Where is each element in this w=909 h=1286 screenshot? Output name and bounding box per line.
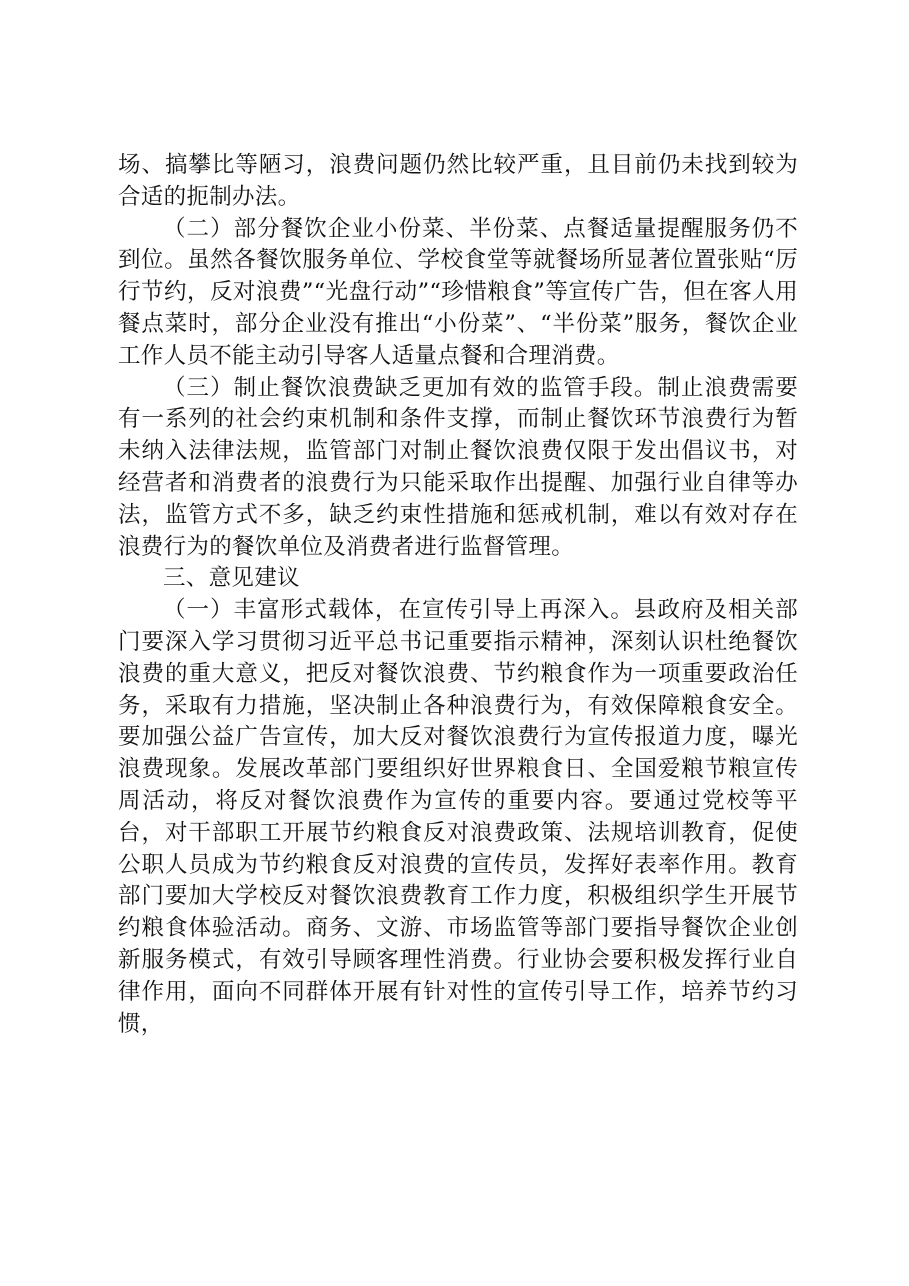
document-page <box>118 150 798 1040</box>
paragraph-section-3: （三）制止餐饮浪费缺乏更加有效的监管手段。制止浪费需要有一系列的社会约束机制和条件支撑，而制止餐饮环节浪费行为暂未纳入法律法规，监管部门对制止餐饮浪费仅限于发出倡议书，对经营者和消费者的浪费行为只能采取作出提醒、加强行业自律等办法，监管方式不多，缺乏约束性措施和惩戒机制，难以有效对存在浪费行为的餐饮单位及消费者进行监督管理。 <box>118 374 798 560</box>
paragraph-continuation: 场、搞攀比等陋习，浪费问题仍然比较严重，且目前仍未找到较为合适的扼制办法。 <box>118 152 798 210</box>
paragraph-suggestion-1: （一）丰富形式载体，在宣传引导上再深入。县政府及相关部门要深入学习贯彻习近平总书记重要指示精神，深刻认识杜绝餐饮浪费的重大意义，把反对餐饮浪费、节约粮食作为一项重要政治任务，采取有力措施，坚决制止各种浪费行为，有效保障粮食安全。要加强公益广告宣传，加大反对餐饮浪费行为宣传报道力度，曝光浪费现象。发展改革部门要组织好世界粮食日、全国爱粮节粮宣传周活动，将反对餐饮浪费作为宣传的重要内容。要通过党校等平台，对干部职工开展节约粮食反对浪费政策、法规培训教育，促使公职人员成为节约粮食反对浪费的宣传员，发挥好表率作用。教育部门要加大学校反对餐饮浪费教育工作力度，积极组织学生开展节约粮食体验活动。商务、文游、市场监管等部门要指导餐饮企业创新服务模式，有效引导顾客理性消费。行业协会要积极发挥行业自律作用，面向不同群体开展有针对性的宣传引导工作，培养节约习惯， <box>118 597 798 1037</box>
paragraph-section-2: （二）部分餐饮企业小份菜、半份菜、点餐适量提醒服务仍不到位。虽然各餐饮服务单位、学校食堂等就餐场所显著位置张贴“厉行节约，反对浪费”“光盘行动”“珍惜粮食”等宣传广告，但在客人用餐点菜时，部分企业没有推出“小份菜”、“半份菜”服务，餐饮企业工作人员不能主动引导客人适量点餐和合理消费。 <box>118 215 798 369</box>
section-heading: 三、意见建议 <box>163 565 300 592</box>
